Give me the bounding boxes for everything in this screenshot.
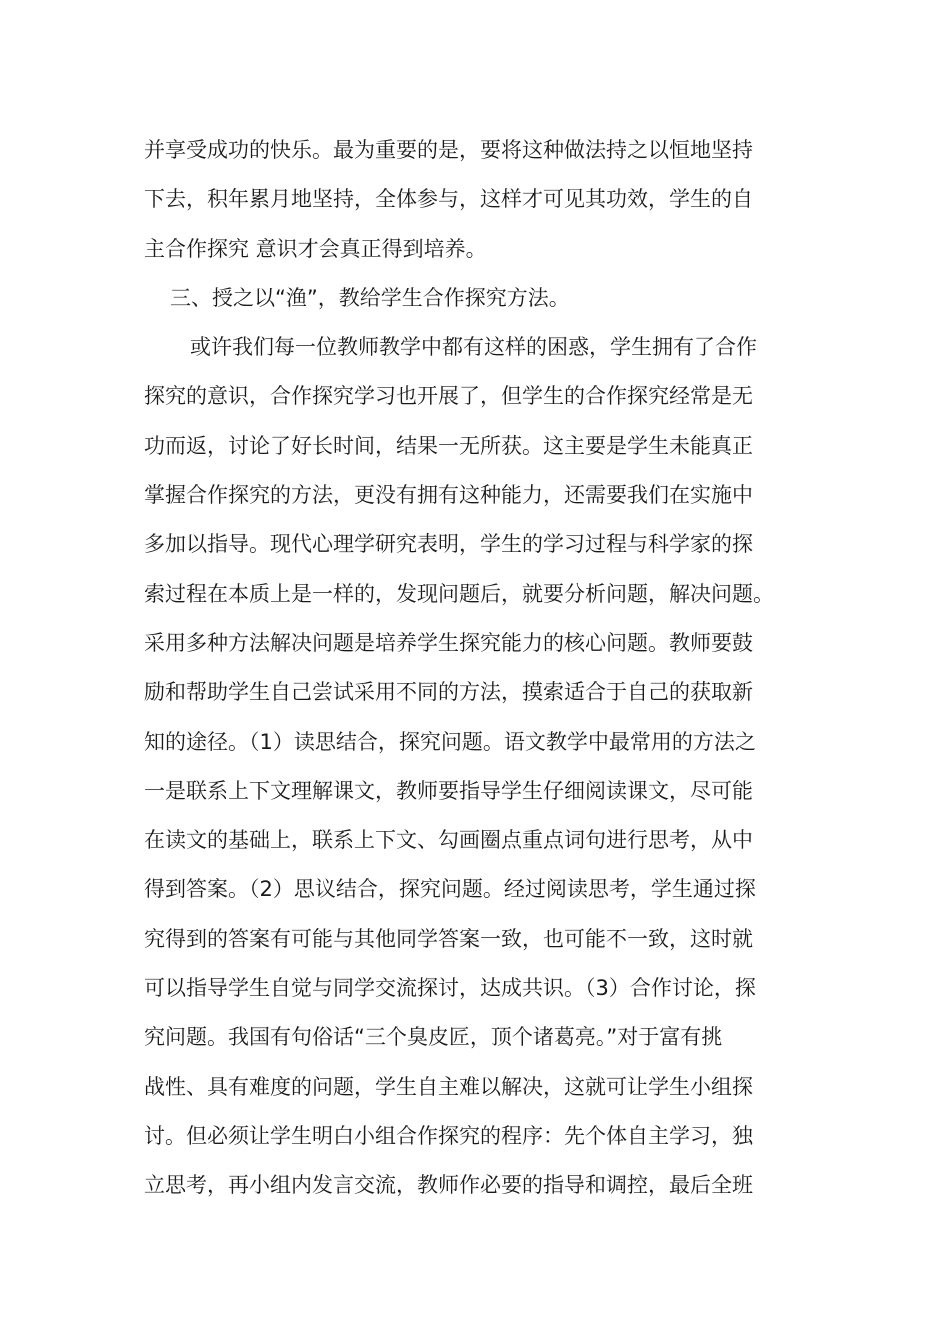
body-text xyxy=(144,126,824,1211)
text-line: 在读文的基础上，联系上下文、勾画圈点重点词句进行思考，从中 xyxy=(144,828,753,853)
section-heading: 三、授之以“渔”，教给学生合作探究方法。 xyxy=(170,285,570,310)
text-line: 掌握合作探究的方法，更没有拥有这种能力，还需要我们在实施中 xyxy=(144,483,753,508)
text-line: 主合作探究 意识才会真正得到培养。 xyxy=(144,236,487,261)
text-line: 多加以指导。现代心理学研究表明，学生的学习过程与科学家的探 xyxy=(144,532,753,557)
text-line: 探究的意识，合作探究学习也开展了，但学生的合作探究经常是无 xyxy=(144,384,753,409)
text-line: 战性、具有难度的问题，学生自主难以解决，这就可让学生小组探 xyxy=(144,1074,753,1099)
text-line: 功而返，讨论了好长时间，结果一无所获。这主要是学生未能真正 xyxy=(144,433,753,458)
text-line: 并享受成功的快乐。最为重要的是，要将这种做法持之以恒地坚持 xyxy=(144,138,753,162)
text-line: 采用多种方法解决问题是培养学生探究能力的核心问题。教师要鼓 xyxy=(144,630,753,655)
text-line: 立思考，再小组内发言交流，教师作必要的指导和调控，最后全班 xyxy=(144,1173,753,1198)
text-line: 知的途径。（1）读思结合，探究问题。语文教学中最常用的方法之 xyxy=(144,729,756,754)
text-line: 究问题。我国有句俗话“三个臭皮匠，顶个诸葛亮。”对于富有挑 xyxy=(144,1025,723,1050)
paragraph-first-line: 或许我们每一位教师教学中都有这样的困惑，学生拥有了合作 xyxy=(190,335,757,360)
text-line: 励和帮助学生自己尝试采用不同的方法，摸索适合于自己的获取新 xyxy=(144,680,753,705)
text-line: 下去，积年累月地坚持，全体参与，这样才可见其功效，学生的自 xyxy=(144,187,753,212)
text-line: 讨。但必须让学生明白小组合作探究的程序：先个体自主学习，独 xyxy=(144,1123,753,1148)
text-line: 得到答案。（2）思议结合，探究问题。经过阅读思考，学生通过探 xyxy=(144,877,756,902)
text-line: 索过程在本质上是一样的，发现问题后，就要分析问题，解决问题。 xyxy=(144,581,774,606)
text-line: 可以指导学生自觉与同学交流探讨，达成共识。（3）合作讨论，探 xyxy=(144,976,756,1001)
text-line: 一是联系上下文理解课文，教师要指导学生仔细阅读课文，尽可能 xyxy=(144,778,753,803)
text-line: 究得到的答案有可能与其他同学答案一致，也可能不一致，这时就 xyxy=(144,926,753,951)
